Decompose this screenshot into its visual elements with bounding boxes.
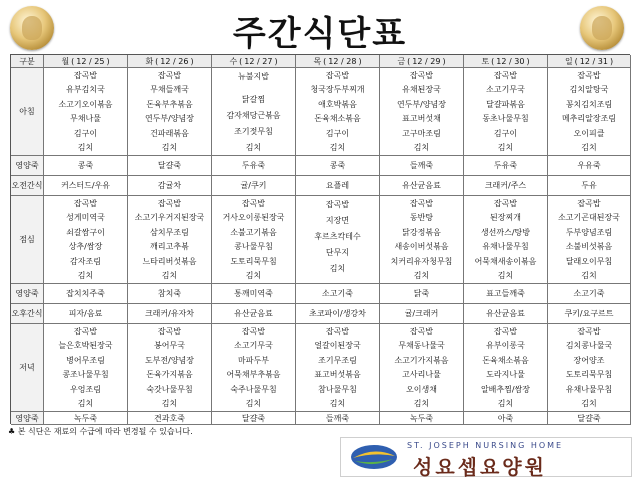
day-header-6 bbox=[548, 55, 631, 68]
menu-item: 요플레 bbox=[325, 181, 350, 190]
menu-item: 들깨죽 bbox=[325, 413, 350, 423]
menu-item: 잡치치주죽 bbox=[66, 289, 105, 298]
menu-item: 돈육채소볶음 bbox=[314, 114, 361, 124]
menu-item: 아죽 bbox=[497, 413, 514, 423]
menu-item: 청국장두부찌개 bbox=[310, 85, 365, 95]
day-date: 12 / 28 bbox=[328, 56, 357, 66]
menu-item: 김치콩나물국 bbox=[565, 341, 613, 351]
menu-item: 잡곡밥 bbox=[241, 326, 266, 336]
menu-item: 닭강정볶음 bbox=[402, 227, 441, 237]
menu-cell bbox=[380, 324, 464, 412]
menu-cell bbox=[44, 304, 128, 324]
menu-item: 도토리묵무침 bbox=[565, 370, 613, 380]
menu-item: 치커리유자청무침 bbox=[390, 256, 453, 266]
menu-item: 생선까스/탕방 bbox=[480, 227, 531, 237]
menu-item: 어묵채새송이볶음 bbox=[474, 256, 537, 266]
menu-item: 오이생채 bbox=[406, 384, 437, 394]
header-label-cell bbox=[11, 55, 44, 68]
menu-cell bbox=[464, 68, 548, 156]
menu-cell bbox=[128, 176, 212, 196]
day-header-4 bbox=[380, 55, 464, 68]
menu-item: 두유 bbox=[581, 181, 597, 190]
menu-item: 잡곡밥 bbox=[241, 198, 266, 208]
menu-cell bbox=[296, 284, 380, 304]
menu-item: 소고기오이볶음 bbox=[58, 99, 113, 109]
menu-item: 깨리고추볶 bbox=[150, 242, 189, 252]
menu-item: 잡곡밥 bbox=[493, 326, 518, 336]
logo-emblem-icon bbox=[349, 442, 399, 472]
menu-cell bbox=[296, 176, 380, 196]
menu-item: 유산균음료 bbox=[402, 181, 441, 190]
menu-item: 김치 bbox=[413, 271, 430, 281]
menu-cell bbox=[380, 68, 464, 156]
menu-item: 소고기곤대된장국 bbox=[558, 213, 620, 223]
menu-item: 달걀죽 bbox=[577, 413, 601, 423]
menu-item: 소고기죽 bbox=[573, 289, 605, 298]
menu-cell bbox=[464, 412, 548, 425]
menu-cell bbox=[548, 284, 631, 304]
paren: ( bbox=[574, 56, 578, 66]
paren: ) bbox=[190, 56, 194, 66]
menu-item: 오이피클 bbox=[573, 128, 605, 138]
menu-cell bbox=[296, 156, 380, 176]
menu-item: 크래커/주스 bbox=[484, 181, 527, 190]
paren: ( bbox=[407, 56, 411, 66]
meal-label-text: 영양죽 bbox=[15, 161, 39, 170]
menu-item: 김치 bbox=[245, 271, 262, 281]
paren: ) bbox=[442, 56, 446, 66]
menu-cell bbox=[464, 324, 548, 412]
menu-item: 잡곡밥 bbox=[157, 70, 182, 80]
menu-item: 콩나물무침 bbox=[234, 242, 273, 252]
menu-item: 소불고기볶음 bbox=[230, 227, 277, 237]
meal-label bbox=[11, 68, 44, 156]
menu-item: 콩조나물무침 bbox=[62, 370, 109, 380]
menu-item: 삼치무조림 bbox=[150, 227, 189, 237]
menu-item: 잡곡밥 bbox=[409, 198, 434, 208]
menu-item: 크래커/유자차 bbox=[144, 309, 195, 318]
menu-item: 참치죽 bbox=[157, 289, 182, 298]
menu-item: 김치알탕국 bbox=[569, 85, 609, 95]
menu-table bbox=[10, 54, 630, 424]
menu-item: 거사오이롱된장국 bbox=[222, 213, 285, 223]
menu-item: 김치 bbox=[245, 142, 262, 152]
menu-cell bbox=[296, 412, 380, 425]
menu-item: 유부이롱국 bbox=[486, 341, 525, 351]
menu-cell bbox=[548, 176, 631, 196]
menu-item: 표고버섯채 bbox=[402, 114, 441, 124]
menu-item: 김치 bbox=[161, 399, 178, 409]
menu-cell bbox=[44, 68, 128, 156]
menu-cell bbox=[44, 196, 128, 284]
menu-cell bbox=[128, 284, 212, 304]
paren: ( bbox=[239, 56, 243, 66]
menu-item: 봉어무국 bbox=[154, 341, 185, 351]
menu-cell bbox=[464, 176, 548, 196]
menu-item: 뉴불지밥 bbox=[238, 71, 269, 81]
menu-item: 무채들깨국 bbox=[150, 85, 189, 95]
paren: ( bbox=[323, 56, 327, 66]
day-header-1 bbox=[128, 55, 212, 68]
menu-cell bbox=[128, 412, 212, 425]
menu-item: 잡곡밥 bbox=[325, 199, 350, 209]
menu-item: 김치 bbox=[497, 271, 514, 281]
medallion-icon bbox=[580, 6, 624, 50]
menu-cell bbox=[380, 304, 464, 324]
menu-cell bbox=[464, 196, 548, 284]
menu-item: 소고기가지볶음 bbox=[394, 355, 449, 365]
nursing-home-logo bbox=[340, 437, 632, 477]
menu-item: 유채된장국 bbox=[402, 85, 441, 95]
menu-cell bbox=[128, 68, 212, 156]
menu-item: 장어양조 bbox=[573, 355, 605, 365]
menu-cell bbox=[212, 324, 296, 412]
menu-item: 잡곡밥 bbox=[577, 70, 601, 80]
menu-cell bbox=[212, 412, 296, 425]
menu-item: 잡곡밥 bbox=[325, 70, 350, 80]
menu-item: 도부전/양념장 bbox=[144, 355, 195, 365]
menu-item: 잡곡밥 bbox=[493, 70, 518, 80]
day-name: 금 bbox=[397, 56, 406, 66]
day-name: 일 bbox=[564, 56, 573, 66]
menu-item: 연두부/양념장 bbox=[144, 114, 195, 124]
menu-item: 숙주나물무침 bbox=[230, 384, 277, 394]
menu-cell bbox=[548, 304, 631, 324]
day-header-2 bbox=[212, 55, 296, 68]
menu-cell bbox=[548, 68, 631, 156]
menu-item: 초코파이/생강차 bbox=[309, 309, 366, 318]
menu-item: 통깨미역죽 bbox=[234, 289, 273, 298]
menu-cell bbox=[296, 304, 380, 324]
menu-item: 알배추찜/쌈장 bbox=[480, 384, 531, 394]
menu-item: 두부양념조림 bbox=[565, 227, 613, 237]
menu-item: 건파래볶음 bbox=[150, 128, 189, 138]
menu-cell bbox=[212, 68, 296, 156]
menu-cell bbox=[380, 156, 464, 176]
menu-item: 김치 bbox=[413, 143, 430, 153]
menu-item: 참나물무침 bbox=[318, 384, 357, 394]
menu-cell bbox=[212, 176, 296, 196]
menu-item: 콩죽 bbox=[329, 161, 346, 170]
day-name: 월 bbox=[61, 56, 70, 66]
menu-item: 커스터드/우유 bbox=[60, 181, 111, 190]
menu-item: 김치 bbox=[581, 271, 597, 281]
menu-item: 유부김치국 bbox=[66, 85, 105, 95]
logo-english-text: ST. JOSEPH NURSING HOME bbox=[407, 441, 564, 450]
menu-item: 동반탕 bbox=[409, 213, 434, 223]
paren: ( bbox=[491, 56, 495, 66]
menu-item: 김치 bbox=[329, 143, 346, 153]
logo-korean-text: 성요셉요양원 bbox=[413, 455, 547, 479]
menu-cell bbox=[128, 324, 212, 412]
menu-item: 도토리묵무침 bbox=[230, 256, 277, 266]
day-date: 12 / 31 bbox=[579, 56, 608, 66]
menu-cell bbox=[548, 156, 631, 176]
menu-item: 잡곡밥 bbox=[157, 326, 182, 336]
day-name: 토 bbox=[481, 56, 490, 66]
menu-item: 감자조림 bbox=[70, 256, 101, 266]
menu-item: 쿠키/요구르트 bbox=[564, 309, 614, 318]
menu-item: 후르츠칵테수 bbox=[314, 231, 361, 241]
menu-item: 마파두부 bbox=[238, 355, 269, 365]
menu-cell bbox=[380, 412, 464, 425]
meal-label-text: 영양죽 bbox=[15, 289, 39, 298]
meal-label bbox=[11, 412, 44, 425]
day-header-3 bbox=[296, 55, 380, 68]
menu-item: 두유죽 bbox=[241, 161, 266, 170]
meal-label-text: 점심 bbox=[19, 235, 35, 244]
day-date: 12 / 27 bbox=[244, 56, 273, 66]
meal-label-text: 영양죽 bbox=[15, 413, 39, 423]
menu-cell bbox=[212, 304, 296, 324]
menu-item: 어묵채부추볶음 bbox=[226, 370, 281, 380]
menu-cell bbox=[464, 156, 548, 176]
menu-cell bbox=[380, 176, 464, 196]
menu-item: 감자채당근볶음 bbox=[226, 110, 281, 120]
menu-cell bbox=[296, 324, 380, 412]
menu-cell bbox=[128, 196, 212, 284]
paren: ) bbox=[526, 56, 530, 66]
menu-item: 김치 bbox=[245, 399, 262, 409]
meal-label-text: 저녁 bbox=[19, 363, 35, 372]
day-date: 12 / 30 bbox=[496, 56, 525, 66]
menu-item: 두유죽 bbox=[493, 161, 518, 170]
menu-cell bbox=[44, 156, 128, 176]
menu-item: 상추/쌈장 bbox=[68, 242, 103, 252]
menu-item: 유산균음료 bbox=[486, 309, 525, 318]
menu-cell bbox=[548, 412, 631, 425]
menu-item: 단무지 bbox=[325, 247, 350, 257]
menu-item: 병어무조림 bbox=[66, 355, 105, 365]
menu-cell bbox=[380, 284, 464, 304]
menu-cell bbox=[44, 324, 128, 412]
menu-cell bbox=[212, 196, 296, 284]
menu-item: 견과호죽 bbox=[154, 413, 185, 423]
menu-item: 표고버섯볶음 bbox=[314, 370, 361, 380]
day-name: 화 bbox=[145, 56, 154, 66]
menu-item: 김치 bbox=[329, 263, 346, 273]
menu-item: 고사리나물 bbox=[402, 370, 441, 380]
menu-item: 잡곡밥 bbox=[73, 326, 98, 336]
menu-item: 느타리버섯볶음 bbox=[142, 256, 197, 266]
menu-item: 귤/크래커 bbox=[404, 309, 439, 318]
menu-item: 성게미역국 bbox=[66, 213, 105, 223]
paren: ) bbox=[274, 56, 278, 66]
meal-label-text: 아침 bbox=[19, 107, 35, 116]
paren: ( bbox=[155, 56, 159, 66]
menu-item: 들깨죽 bbox=[409, 161, 434, 170]
menu-item: 표고들깨죽 bbox=[486, 289, 525, 298]
paren: ( bbox=[71, 56, 75, 66]
menu-item: 김치 bbox=[77, 143, 94, 153]
menu-cell bbox=[212, 156, 296, 176]
day-header-0 bbox=[44, 55, 128, 68]
menu-item: 닭갈찜 bbox=[241, 94, 266, 104]
menu-item: 동초나물무침 bbox=[482, 114, 529, 124]
day-name: 목 bbox=[313, 56, 322, 66]
menu-cell bbox=[128, 304, 212, 324]
day-date: 12 / 29 bbox=[412, 56, 441, 66]
menu-item: 김치 bbox=[497, 399, 514, 409]
menu-item: 감귤차 bbox=[157, 181, 182, 190]
menu-cell bbox=[296, 196, 380, 284]
day-date: 12 / 25 bbox=[76, 56, 105, 66]
menu-cell bbox=[464, 304, 548, 324]
menu-cell bbox=[128, 156, 212, 176]
menu-item: 잡곡밥 bbox=[409, 70, 434, 80]
menu-item: 김구이 bbox=[493, 128, 518, 138]
menu-item: 소고기무국 bbox=[486, 85, 525, 95]
menu-item: 소불비섯볶음 bbox=[565, 242, 613, 252]
menu-cell bbox=[296, 68, 380, 156]
menu-item: 잡곡밥 bbox=[493, 198, 518, 208]
menu-item: 도라지나물 bbox=[486, 370, 525, 380]
meal-label-text: 오전간식 bbox=[11, 181, 43, 190]
menu-item: 무채나물 bbox=[70, 114, 101, 124]
paren: ) bbox=[106, 56, 110, 66]
menu-item: 소고기죽 bbox=[322, 289, 353, 298]
meal-label bbox=[11, 304, 44, 324]
menu-item: 김치 bbox=[77, 271, 94, 281]
menu-item: 돈육채소볶음 bbox=[482, 355, 529, 365]
menu-item: 피자/음료 bbox=[68, 309, 103, 318]
header-label: 구분 bbox=[19, 56, 35, 66]
menu-item: 달걀죽 bbox=[241, 413, 266, 423]
menu-cell bbox=[44, 176, 128, 196]
meal-label-text: 오후간식 bbox=[11, 309, 43, 318]
menu-cell bbox=[44, 284, 128, 304]
menu-item: 귤/쿠키 bbox=[240, 181, 267, 190]
menu-item: 돈육가지볶음 bbox=[146, 370, 193, 380]
page-title: 주간식단표 bbox=[232, 14, 408, 54]
menu-item: 무채동나물국 bbox=[398, 341, 445, 351]
menu-item: 숙갓나물무침 bbox=[146, 384, 193, 394]
menu-item: 얼갈이된장국 bbox=[314, 341, 361, 351]
meal-label bbox=[11, 176, 44, 196]
menu-item: 소고기무국 bbox=[234, 341, 273, 351]
menu-item: 닭죽 bbox=[413, 289, 430, 298]
menu-item: 달걀죽 bbox=[157, 161, 182, 170]
menu-item: 잡곡밥 bbox=[157, 198, 182, 208]
menu-item: 애호박볶음 bbox=[318, 99, 357, 109]
menu-cell bbox=[548, 196, 631, 284]
menu-item: 녹두죽 bbox=[73, 413, 98, 423]
menu-item: 유산균음료 bbox=[234, 309, 273, 318]
menu-item: 조기무조림 bbox=[318, 355, 357, 365]
menu-item: 지장면 bbox=[325, 215, 350, 225]
menu-item: 김구이 bbox=[73, 128, 98, 138]
meal-label bbox=[11, 156, 44, 176]
meal-label bbox=[11, 324, 44, 412]
header bbox=[0, 0, 640, 54]
meal-label bbox=[11, 284, 44, 304]
meal-label bbox=[11, 196, 44, 284]
menu-cell bbox=[44, 412, 128, 425]
paren: ) bbox=[609, 56, 614, 66]
paren: ) bbox=[358, 56, 362, 66]
menu-item: 우엉조림 bbox=[70, 384, 101, 394]
menu-item: 된장찌개 bbox=[490, 213, 521, 223]
menu-item: 늘은호박된장국 bbox=[58, 341, 113, 351]
menu-item: 콩죽 bbox=[77, 161, 94, 170]
menu-item: 녹두죽 bbox=[409, 413, 434, 423]
menu-item: 잡곡밥 bbox=[325, 326, 350, 336]
menu-item: 김치 bbox=[77, 399, 94, 409]
menu-item: 조기젓무침 bbox=[234, 126, 273, 136]
menu-item: 유채나물무침 bbox=[482, 242, 529, 252]
menu-item: 메추리알장조림 bbox=[561, 114, 617, 124]
menu-item: 김치 bbox=[329, 399, 346, 409]
menu-item: 연두부/양념장 bbox=[396, 99, 447, 109]
day-name: 수 bbox=[229, 56, 238, 66]
menu-item: 달걀파볶음 bbox=[486, 99, 525, 109]
menu-item: 김치 bbox=[413, 399, 430, 409]
menu-item: 김치 bbox=[581, 143, 597, 153]
menu-item: 김치 bbox=[581, 399, 597, 409]
day-date: 12 / 26 bbox=[160, 56, 189, 66]
menu-item: 꽁치김치조림 bbox=[565, 99, 613, 109]
menu-item: 새송이버섯볶음 bbox=[394, 242, 449, 252]
menu-item: 잡곡밥 bbox=[577, 198, 601, 208]
menu-item: 잡곡밥 bbox=[409, 326, 434, 336]
menu-item: 김치 bbox=[161, 143, 178, 153]
menu-item: 김치 bbox=[161, 271, 178, 281]
menu-cell bbox=[212, 284, 296, 304]
menu-item: 돈육부추볶음 bbox=[146, 99, 193, 109]
menu-item: 고구마조림 bbox=[402, 128, 441, 138]
menu-item: 우유죽 bbox=[577, 161, 601, 170]
menu-item: 김구이 bbox=[325, 128, 350, 138]
menu-item: 쇠갈쌈구이 bbox=[66, 227, 105, 237]
menu-item: 잡곡밥 bbox=[73, 70, 98, 80]
day-header-5 bbox=[464, 55, 548, 68]
menu-item: 잡곡밥 bbox=[73, 198, 98, 208]
menu-item: 소고기우거지된장국 bbox=[134, 213, 205, 223]
menu-item: 달래오이무침 bbox=[565, 256, 613, 266]
menu-item: 유채나물무침 bbox=[565, 384, 613, 394]
menu-item: 김치 bbox=[497, 143, 514, 153]
menu-cell bbox=[380, 196, 464, 284]
notice-text: ♣ 본 식단은 재료의 수급에 따라 변경될 수 있습니다. bbox=[8, 427, 193, 436]
menu-cell bbox=[464, 284, 548, 304]
menu-cell bbox=[548, 324, 631, 412]
menu-item: 잡곡밥 bbox=[577, 326, 601, 336]
